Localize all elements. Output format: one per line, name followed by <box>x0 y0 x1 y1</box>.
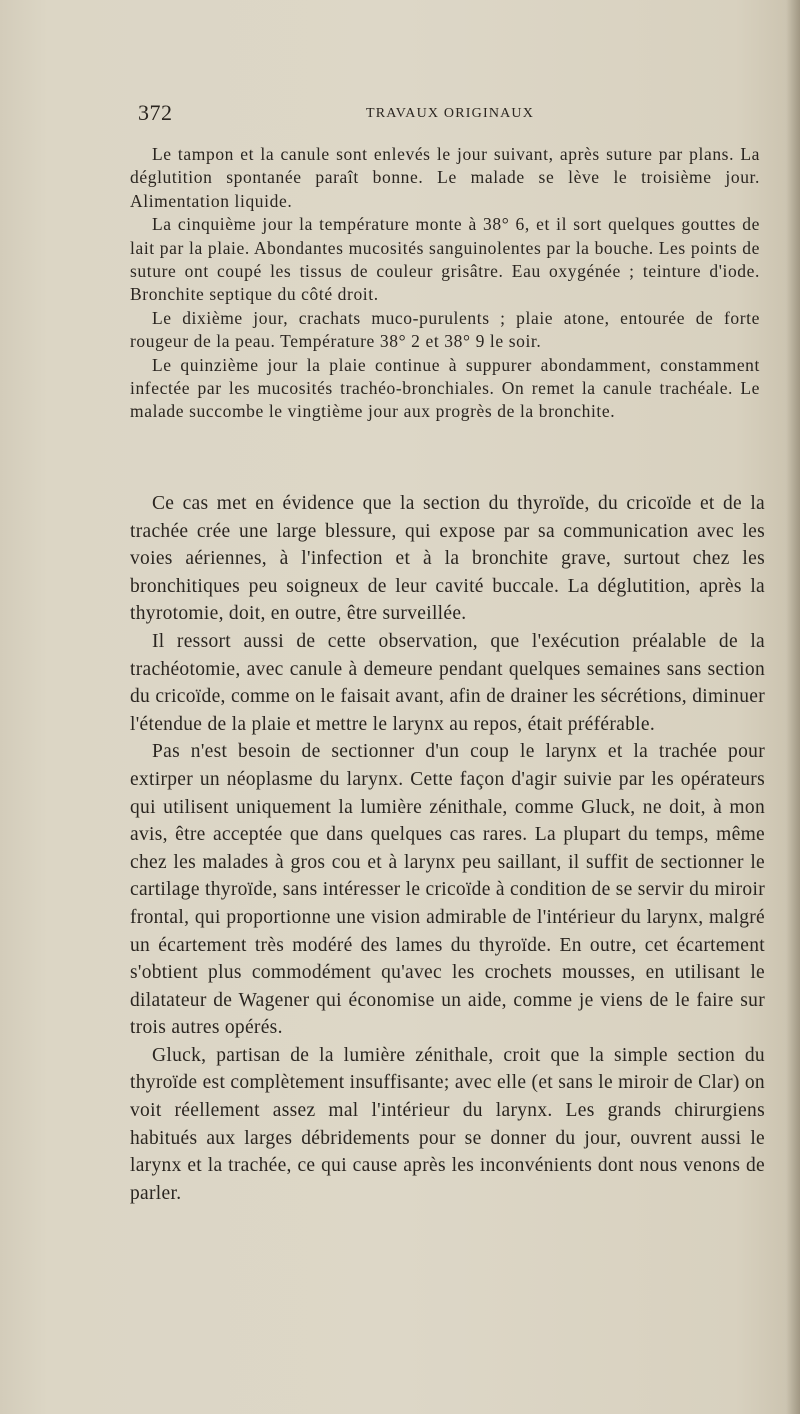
case-paragraph-3: Le dixième jour, crachats muco-purulents ; plaie atone, entourée de forte rougeur de la peau. Température 38° 2 et 38° 9 le soir. <box>130 307 760 352</box>
page-header <box>138 100 778 130</box>
discussion-paragraph-4: Gluck, partisan de la lumière zénithale, croit que la simple section du thyroïde est complètement insuffisante; avec elle (et sans le miroir de Clar) on voit réellement assez mal l'intérieur du larynx. Les grands chirurgiens habitués aux larges débridements pour se donner du jour, ouvrent aussi le larynx et la trachée, ce qui cause après les inconvénients dont nous venons de parler. <box>130 1044 765 1204</box>
page-number: 372 <box>138 100 173 125</box>
discussion-paragraph-3: Pas n'est besoin de sectionner d'un coup le larynx et la trachée pour extirper un néoplasme du larynx. Cette façon d'agir suivie par les opérateurs qui utilisent uniquement la lumière zénithale, comme Gluck, ne doit, à mon avis, être acceptée que dans quelques cas rares. La plupart du temps, même chez les malades à gros cou et à larynx peu saillant, il suffit de sectionner le cartilage thyroïde, sans intéresser le cricoïde à condition de se servir du miroir frontal, qui proportionne une vision admirable de l'intérieur du larynx, malgré un écartement très modéré des lames du thyroïde. En outre, cet écartement s'obtient plus commodément qu'avec les crochets mousses, en utilisant le dilatateur de Wagener qui économise un aide, comme je viens de le faire sur trois autres opérés. <box>130 741 765 1039</box>
case-paragraph-2: La cinquième jour la température monte à 38° 6, et il sort quelques gouttes de lait par la plaie. Abondantes mucosités sanguinolentes par la bouche. Les points de suture ont coupé les tissus de couleur grisâtre. Eau oxygénée ; teinture d'iode. Bronchite septique du côté droit. <box>130 214 760 305</box>
running-title: TRAVAUX ORIGINAUX <box>366 106 535 121</box>
case-notes <box>130 143 760 424</box>
discussion <box>130 490 765 1207</box>
discussion-paragraph-1: Ce cas met en évidence que la section du thyroïde, du cricoïde et de la trachée crée une large blessure, qui expose par sa communication avec les voies aériennes, à l'infection et à la bronchite grave, surtout chez les bronchitiques peu soigneux de leur cavité buccale. La déglutition, après la thyrotomie, doit, en outre, être surveillée. <box>130 493 765 625</box>
case-paragraph-1: Le tampon et la canule sont enlevés le jour suivant, après suture par plans. La déglutition spontanée paraît bonne. Le malade se lève le troisième jour. Alimentation liquide. <box>130 144 760 211</box>
case-paragraph-4: Le quinzième jour la plaie continue à suppurer abondamment, constamment infectée par les mucosités trachéo-bronchiales. On remet la canule trachéale. Le malade succombe le vingtième jour aux progrès de la bronchite. <box>130 354 760 422</box>
discussion-paragraph-2: Il ressort aussi de cette observation, que l'exécution préalable de la trachéotomie, avec canule à demeure pendant quelques semaines sans section du cricoïde, comme on le faisait avant, afin de drainer les sécrétions, diminuer l'étendue de la plaie et mettre le larynx au repos, était préférable. <box>130 630 765 735</box>
